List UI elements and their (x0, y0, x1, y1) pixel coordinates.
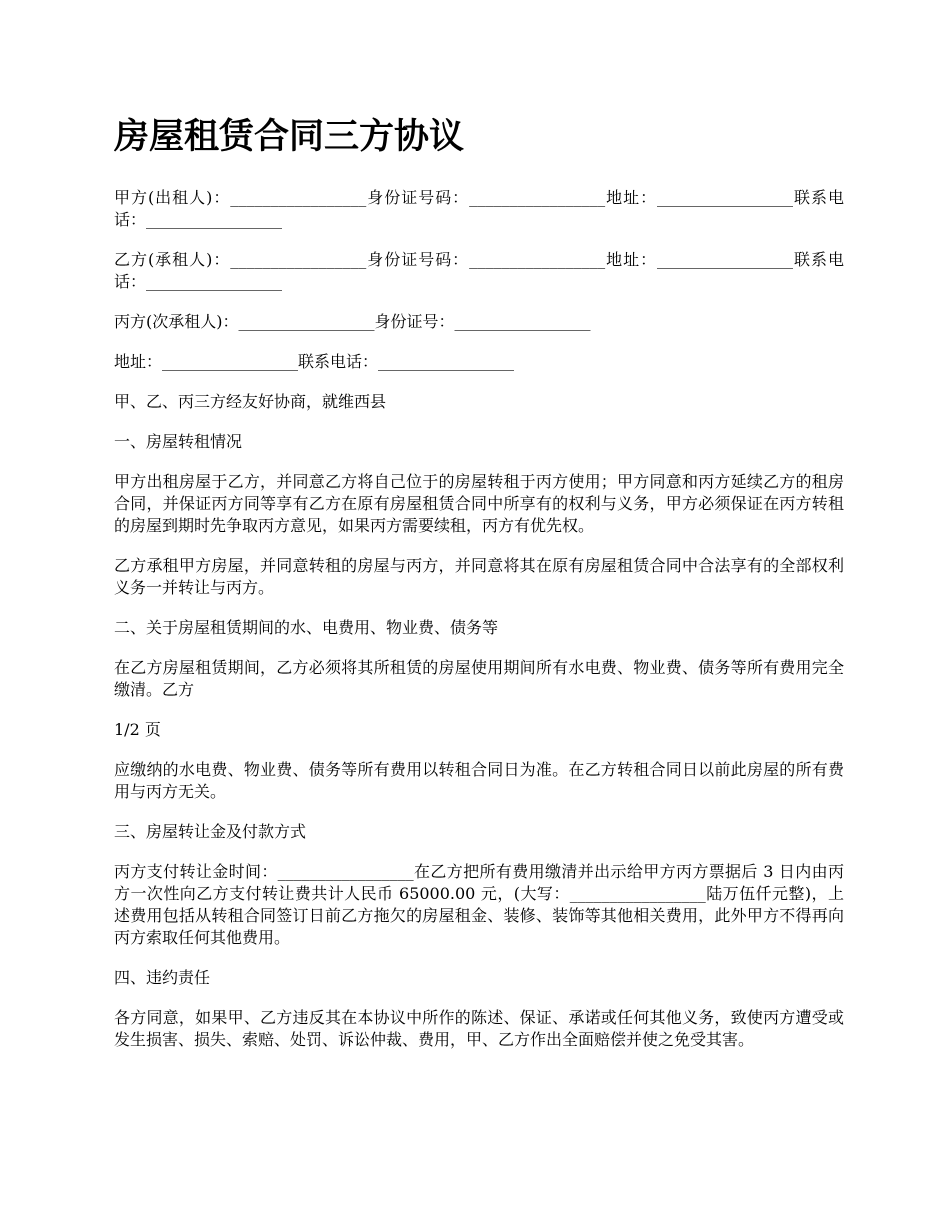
intro-paragraph: 甲、乙、丙三方经友好协商，就维西县 (114, 392, 387, 411)
party-c-info: 丙方(次承租人)：_________________身份证号：_________________ (114, 312, 591, 331)
section-heading-sublease: 一、房屋转租情况 (114, 432, 243, 451)
fees-paragraph-2: 应缴纳的水电费、物业费、债务等所有费用以转租合同日为准。在乙方转租合同日以前此房屋的所有费用与丙方无关。 (114, 760, 844, 801)
section-heading-payment: 三、房屋转让金及付款方式 (114, 822, 307, 841)
sublease-paragraph-2: 乙方承租甲方房屋，并同意转租的房屋与丙方，并同意将其在原有房屋租赁合同中合法享有的全部权利义务一并转让与丙方。 (114, 556, 844, 597)
sublease-paragraph-1: 甲方出租房屋于乙方，并同意乙方将自己位于的房屋转租于丙方使用；甲方同意和丙方延续乙方的租房合同，并保证丙方同等享有乙方在原有房屋租赁合同中所享有的权利与义务，甲方必须保证在丙方转租的房屋到期时先争取丙方意见，如果丙方需要续租，丙方有优先权。 (114, 472, 844, 535)
document-page (114, 114, 844, 1069)
party-a-info: 甲方(出租人)：_________________身份证号码：_________________地址：_________________联系电话：_________________ (114, 188, 844, 229)
page-number: 1/2 页 (114, 720, 161, 739)
party-b-info: 乙方(承租人)：_________________身份证号码：_________________地址：_________________联系电话：_________________ (114, 250, 844, 291)
fees-paragraph-1: 在乙方房屋租赁期间，乙方必须将其所租赁的房屋使用期间所有水电费、物业费、债务等所有费用完全缴清。乙方 (114, 658, 844, 699)
document-title: 房屋租赁合同三方协议 (114, 116, 465, 157)
section-heading-liability: 四、违约责任 (114, 968, 211, 987)
party-c-contact: 地址：_________________联系电话：_________________ (114, 352, 515, 371)
liability-paragraph: 各方同意，如果甲、乙方违反其在本协议中所作的陈述、保证、承诺或任何其他义务，致使丙方遭受或发生损害、损失、索赔、处罚、诉讼仲裁、费用，甲、乙方作出全面赔偿并使之免受其害。 (114, 1008, 844, 1049)
section-heading-fees: 二、关于房屋租赁期间的水、电费用、物业费、债务等 (114, 618, 499, 637)
payment-paragraph: 丙方支付转让金时间：_________________在乙方把所有费用缴清并出示给甲方丙方票据后 3 日内由丙方一次性向乙方支付转让费共计人民币 65000.00 元，(大写：_________________陆万伍仟元整)，上述费用包括从转租合同签订日前乙方拖欠的房屋租金、装修、装饰等其他相关费用，此外甲方不得再向丙方索取任何其他费用。 (114, 862, 844, 947)
